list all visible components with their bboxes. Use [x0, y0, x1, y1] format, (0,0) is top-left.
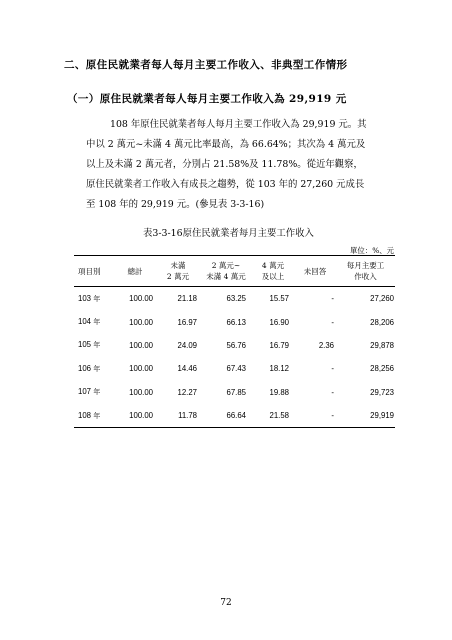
cell-40k-plus: 21.58 — [252, 404, 294, 428]
cell-total: 100.00 — [129, 364, 153, 374]
cell-total: 100.00 — [129, 294, 153, 304]
header-under-20k: 未滿 2 萬元 — [156, 256, 200, 287]
cell-no-answer: 2.36 — [318, 340, 334, 350]
table-row — [74, 381, 395, 404]
table-row — [74, 334, 395, 357]
cell-monthly-income: 29,723 — [370, 387, 394, 397]
cell-under-20k: 16.97 — [177, 317, 197, 327]
cell-no-answer: - — [331, 387, 334, 397]
cell-total: 100.00 — [129, 387, 153, 397]
header-40k-plus: 4 萬元 及以上 — [252, 256, 294, 287]
cell-total: 100.00 — [129, 340, 153, 350]
subsection-heading: （一）原住民就業者每人每月主要工作收入為 29,919 元 — [67, 93, 347, 105]
page-number: 72 — [220, 598, 232, 608]
table-row — [74, 287, 395, 311]
cell-40k-plus: 18.12 — [269, 364, 289, 374]
cell-no-answer: - — [331, 294, 334, 304]
row-year: 105 年 — [78, 340, 101, 350]
header-20k-to-40k: 2 萬元~ 未滿 4 萬元 — [200, 256, 252, 287]
header-monthly-income: 每月主要工 作收入 — [336, 256, 395, 287]
cell-20k-to-40k: 66.13 — [226, 317, 246, 327]
paragraph-line: 108 年原住民就業者每人每月主要工作收入為 29,919 元。其 — [110, 119, 367, 130]
header-no-answer: 未回答 — [294, 256, 336, 287]
cell-monthly-income: 29,919 — [336, 404, 395, 428]
paragraph-line: 至 108 年的 29,919 元。(參見表 3-3-16) — [86, 199, 265, 210]
cell-total: 100.00 — [114, 404, 156, 428]
unit-label: 單位：%、元 — [350, 246, 394, 255]
table-row — [74, 357, 395, 380]
cell-40k-plus: 16.90 — [269, 317, 289, 327]
header-item: 項目別 — [74, 256, 114, 287]
cell-20k-to-40k: 63.25 — [226, 294, 246, 304]
cell-no-answer: - — [331, 364, 334, 374]
cell-monthly-income: 28,256 — [370, 364, 394, 374]
paragraph-line: 原住民就業者工作收入有成長之趨勢，從 103 年的 27,260 元成長 — [86, 179, 365, 190]
cell-monthly-income: 29,878 — [370, 340, 394, 350]
cell-monthly-income: 27,260 — [370, 294, 394, 304]
paragraph-line: 中以 2 萬元~未滿 4 萬元比率最高，為 66.64%；其次為 4 萬元及 — [86, 139, 366, 150]
cell-40k-plus: 16.79 — [269, 340, 289, 350]
body-paragraph — [86, 115, 396, 215]
row-year: 108 年 — [74, 404, 114, 428]
table-row — [74, 404, 395, 428]
cell-20k-to-40k: 67.85 — [226, 387, 246, 397]
row-year: 104 年 — [78, 317, 101, 327]
cell-under-20k: 12.27 — [177, 387, 197, 397]
cell-under-20k: 14.46 — [177, 364, 197, 374]
table-row — [74, 310, 395, 333]
cell-20k-to-40k: 67.43 — [226, 364, 246, 374]
cell-under-20k: 24.09 — [177, 340, 197, 350]
section-heading: 二、原住民就業者每人每月主要工作收入、非典型工作情形 — [64, 59, 348, 71]
cell-under-20k: 11.78 — [156, 404, 200, 428]
cell-40k-plus: 15.57 — [269, 294, 289, 304]
cell-20k-to-40k: 56.76 — [226, 340, 246, 350]
income-table — [74, 255, 395, 428]
table-header-row — [74, 256, 395, 287]
paragraph-line: 以上及未滿 2 萬元者，分別占 21.58%及 11.78%。從近年觀察， — [86, 159, 363, 170]
row-year: 103 年 — [78, 293, 101, 303]
table-caption: 表3-3-16原住民就業者每月主要工作收入 — [143, 228, 314, 239]
cell-total: 100.00 — [129, 317, 153, 327]
cell-40k-plus: 19.88 — [269, 387, 289, 397]
cell-monthly-income: 28,206 — [370, 317, 394, 327]
cell-no-answer: - — [294, 404, 336, 428]
row-year: 106 年 — [78, 363, 101, 373]
row-year: 107 年 — [78, 387, 101, 397]
cell-20k-to-40k: 66.64 — [200, 404, 252, 428]
header-total: 總計 — [114, 256, 156, 287]
cell-no-answer: - — [331, 317, 334, 327]
cell-under-20k: 21.18 — [177, 294, 197, 304]
